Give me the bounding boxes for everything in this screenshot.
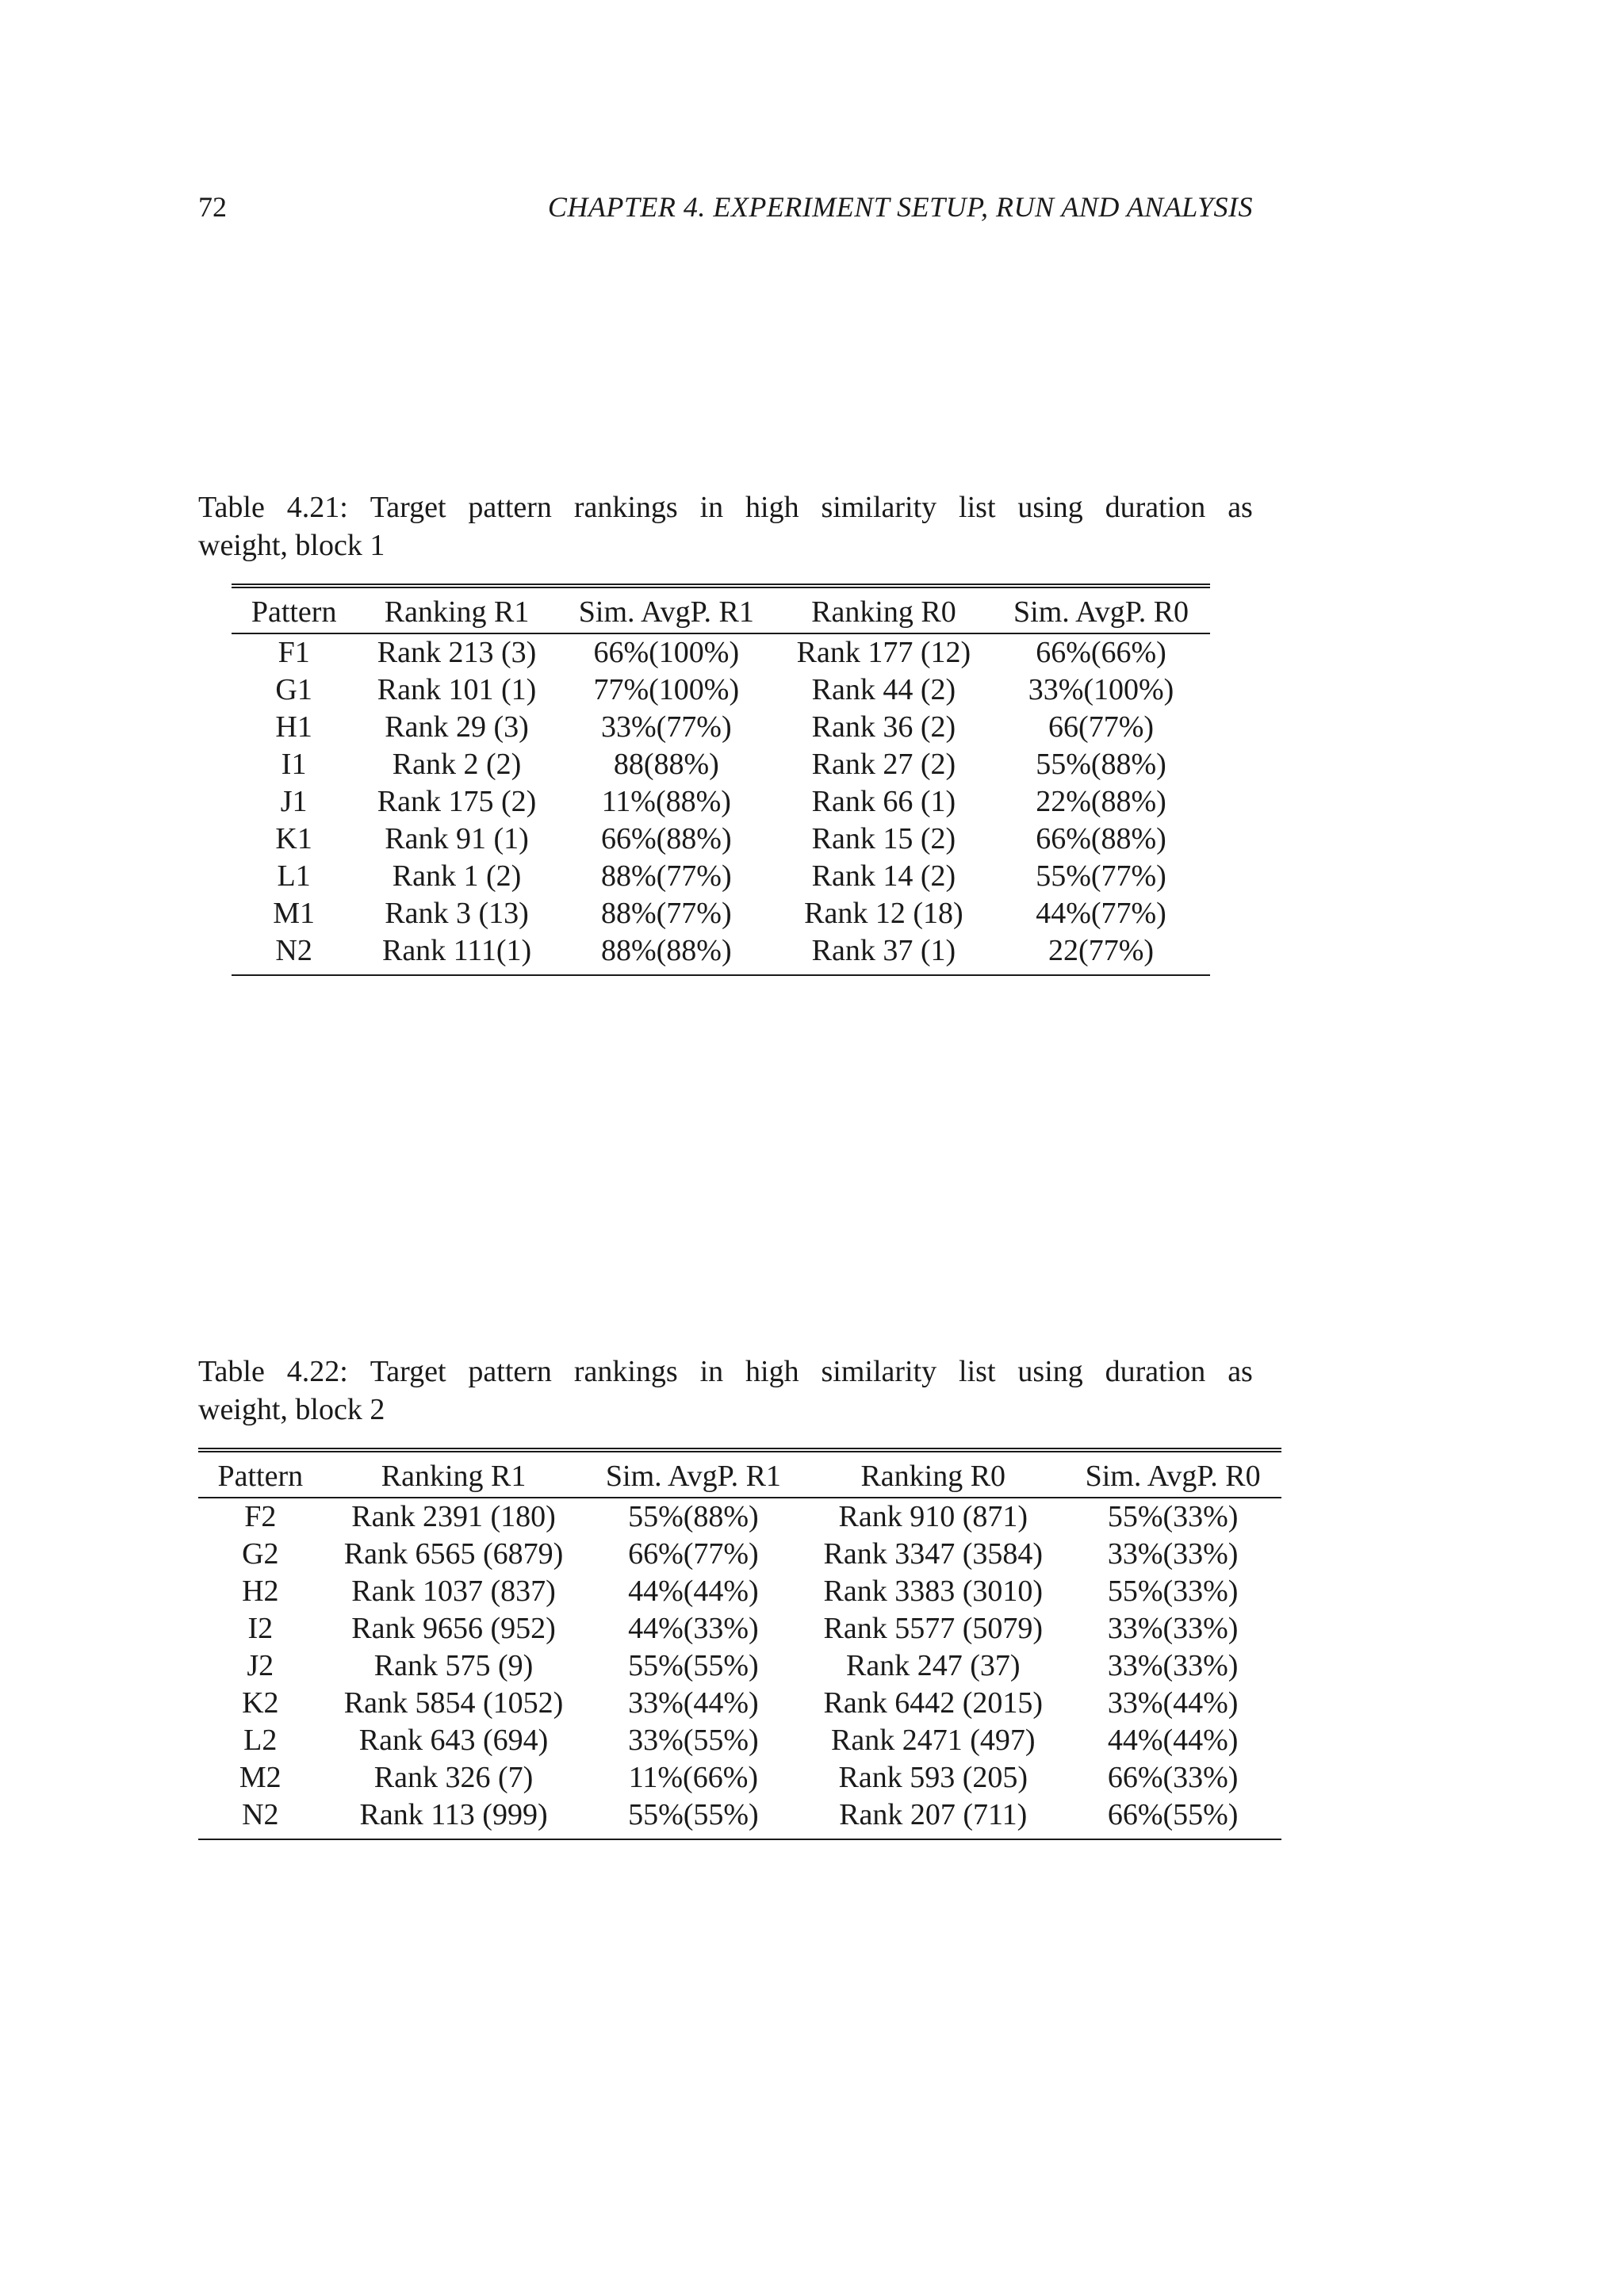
page-header [198, 190, 1253, 230]
caption-word: similarity [821, 1355, 937, 1388]
caption-word: Target [370, 1355, 446, 1388]
table-row [198, 1797, 1281, 1839]
table-4-21 [232, 584, 1210, 976]
table-cell: Rank 44 (2) [811, 673, 956, 706]
caption-word: rankings [573, 491, 678, 524]
caption-line [198, 1353, 1253, 1391]
table-cell: 77%(100%) [593, 673, 740, 706]
table-cell: Rank 101 (1) [377, 673, 537, 706]
table-cell: Rank 6565 (6879) [343, 1537, 564, 1571]
table-caption-4-21 [198, 488, 1253, 564]
column-header: Ranking R1 [384, 595, 530, 629]
table-row [232, 672, 1210, 709]
table-cell: Rank 175 (2) [377, 785, 537, 818]
caption-word: duration [1105, 1355, 1206, 1388]
table-row [198, 1498, 1281, 1536]
table-cell: N2 [198, 1797, 323, 1839]
table-cell: J1 [280, 785, 308, 818]
table-row [232, 709, 1210, 746]
table-cell: 11%(66%) [628, 1761, 759, 1794]
table-cell: J2 [247, 1649, 274, 1682]
table-cell: Rank 5854 (1052) [343, 1686, 564, 1720]
table-cell: 22(77%) [992, 932, 1210, 975]
caption-word: high [745, 491, 799, 524]
column-header: Ranking R0 [811, 595, 956, 629]
table-row [232, 895, 1210, 932]
table-cell: K2 [242, 1686, 279, 1720]
table-cell: Rank 15 (2) [811, 822, 956, 855]
table-cell: G1 [275, 673, 312, 706]
table-cell: 66%(33%) [1107, 1761, 1239, 1794]
header-row [198, 1450, 1281, 1498]
table-cell: N2 [232, 932, 356, 975]
column-header: Ranking R0 [860, 1460, 1006, 1493]
running-head: CHAPTER 4. EXPERIMENT SETUP, RUN AND ANALYSIS [547, 191, 1253, 223]
table-row [198, 1722, 1281, 1759]
table-cell: Rank 91 (1) [385, 822, 529, 855]
table-cell: Rank 3383 (3010) [823, 1575, 1044, 1608]
table-cell: Rank 9656 (952) [351, 1612, 556, 1645]
table-row [198, 1536, 1281, 1573]
caption-word: 4.21: [286, 491, 348, 524]
table-cell: Rank 593 (205) [838, 1761, 1028, 1794]
table-cell: 44%(33%) [628, 1612, 759, 1645]
table-row [232, 783, 1210, 821]
table-cell: K1 [275, 822, 312, 855]
column-header: Sim. AvgP. R0 [1013, 595, 1189, 629]
caption-word: pattern [468, 1355, 552, 1388]
table-cell: Rank 6442 (2015) [823, 1686, 1044, 1720]
table-cell: F1 [278, 636, 310, 669]
table-row [198, 1759, 1281, 1797]
caption-word: Table [198, 1355, 265, 1388]
table-cell: 55%(33%) [1107, 1500, 1239, 1533]
table-cell: 55%(33%) [1107, 1575, 1239, 1608]
caption-word: in [699, 491, 724, 524]
table-cell: G2 [242, 1537, 279, 1571]
table-row [198, 1647, 1281, 1685]
table-cell: Rank 2471 (497) [830, 1724, 1036, 1757]
table-cell: 11%(88%) [601, 785, 731, 818]
column-header: Ranking R1 [381, 1460, 527, 1493]
table-cell: Rank 910 (871) [838, 1500, 1028, 1533]
table-cell: 33%(77%) [601, 710, 732, 744]
table-cell: 88(88%) [613, 748, 719, 781]
table-cell: 33%(44%) [628, 1686, 759, 1720]
caption-word: pattern [468, 491, 552, 524]
table-row [198, 1573, 1281, 1610]
table-cell: Rank 2391 (180) [351, 1500, 556, 1533]
table-cell: Rank 66 (1) [811, 785, 956, 818]
column-header: Pattern [217, 1460, 304, 1493]
caption-word: as [1228, 1355, 1253, 1388]
table-cell: 88%(77%) [601, 859, 732, 893]
table-cell: 33%(55%) [628, 1724, 759, 1757]
table-cell: Rank 37 (1) [776, 932, 992, 975]
caption-word: Table [198, 491, 265, 524]
table-caption-4-22 [198, 1353, 1253, 1429]
table-cell: H2 [242, 1575, 279, 1608]
table-cell: Rank 3347 (3584) [823, 1537, 1044, 1571]
table-row [232, 821, 1210, 858]
column-header: Pattern [251, 595, 337, 629]
table-cell: 88%(77%) [601, 897, 732, 930]
table-cell: Rank 113 (999) [323, 1797, 585, 1839]
table-cell: L1 [277, 859, 311, 893]
table-cell: 55%(55%) [585, 1797, 802, 1839]
column-header: Sim. AvgP. R1 [605, 1460, 781, 1493]
table-cell: 22%(88%) [1036, 785, 1166, 818]
table-cell: 66%(77%) [628, 1537, 759, 1571]
table-cell: 33%(100%) [1028, 673, 1174, 706]
table-row [232, 858, 1210, 895]
table-cell: Rank 207 (711) [802, 1797, 1064, 1839]
table-cell: Rank 12 (18) [804, 897, 963, 930]
table-cell: Rank 1 (2) [392, 859, 522, 893]
caption-word: 4.22: [286, 1355, 348, 1388]
table-cell: 55%(88%) [1036, 748, 1166, 781]
table-cell: L2 [243, 1724, 278, 1757]
caption-line [198, 488, 1253, 526]
caption-word: Target [370, 491, 446, 524]
caption-word: using [1017, 491, 1083, 524]
caption-word: as [1228, 491, 1253, 524]
table-4-22 [198, 1448, 1281, 1840]
caption-line: weight, block 1 [198, 529, 385, 562]
table-cell: Rank 177 (12) [796, 636, 971, 669]
table-cell: Rank 213 (3) [377, 636, 537, 669]
table-cell: 66%(100%) [593, 636, 740, 669]
page-number: 72 [198, 191, 227, 223]
table-cell: Rank 36 (2) [811, 710, 956, 744]
caption-word: list [959, 491, 996, 524]
table-cell: 88%(88%) [557, 932, 776, 975]
table-cell: 66%(55%) [1064, 1797, 1281, 1839]
caption-line: weight, block 2 [198, 1393, 385, 1426]
caption-word: duration [1105, 491, 1206, 524]
table-cell: 44%(44%) [628, 1575, 759, 1608]
caption-word: similarity [821, 491, 937, 524]
table-cell: 55%(55%) [628, 1649, 759, 1682]
table-cell: Rank 326 (7) [373, 1761, 534, 1794]
table-row [232, 932, 1210, 975]
table-cell: 55%(88%) [628, 1500, 759, 1533]
header-row [232, 586, 1210, 633]
column-header: Sim. AvgP. R1 [578, 595, 754, 629]
table-cell: 55%(77%) [1036, 859, 1166, 893]
table-cell: 33%(33%) [1107, 1612, 1239, 1645]
table-cell: Rank 3 (13) [385, 897, 529, 930]
table-cell: 33%(44%) [1107, 1686, 1239, 1720]
table-cell: Rank 27 (2) [811, 748, 956, 781]
table-cell: M1 [273, 897, 316, 930]
table-cell: 33%(33%) [1107, 1537, 1239, 1571]
table-cell: 66%(66%) [1036, 636, 1166, 669]
table-cell: Rank 247 (37) [845, 1649, 1021, 1682]
table-cell: H1 [275, 710, 312, 744]
caption-word: in [699, 1355, 724, 1388]
table-cell: 44%(44%) [1107, 1724, 1239, 1757]
table-cell: F2 [244, 1500, 277, 1533]
table-cell: Rank 575 (9) [373, 1649, 534, 1682]
table-cell: Rank 1037 (837) [351, 1575, 556, 1608]
caption-word: list [959, 1355, 996, 1388]
table-cell: Rank 5577 (5079) [823, 1612, 1044, 1645]
table-row [198, 1610, 1281, 1647]
table-cell: I2 [247, 1612, 274, 1645]
table-cell: 44%(77%) [1036, 897, 1166, 930]
table-cell: Rank 2 (2) [392, 748, 522, 781]
caption-word: rankings [573, 1355, 678, 1388]
table-cell: 33%(33%) [1107, 1649, 1239, 1682]
table-row [232, 746, 1210, 783]
table-cell: Rank 14 (2) [811, 859, 956, 893]
table-cell: Rank 29 (3) [385, 710, 529, 744]
table-row [198, 1685, 1281, 1722]
column-header: Sim. AvgP. R0 [1085, 1460, 1261, 1493]
table-row [232, 633, 1210, 672]
table-cell: Rank 643 (694) [358, 1724, 549, 1757]
table-cell: 66(77%) [1048, 710, 1155, 744]
table-cell: 66%(88%) [601, 822, 732, 855]
table-cell: M2 [239, 1761, 282, 1794]
table-cell: 66%(88%) [1036, 822, 1166, 855]
table-cell: Rank 111(1) [356, 932, 557, 975]
caption-word: using [1017, 1355, 1083, 1388]
table-cell: I1 [281, 748, 307, 781]
caption-word: high [745, 1355, 799, 1388]
